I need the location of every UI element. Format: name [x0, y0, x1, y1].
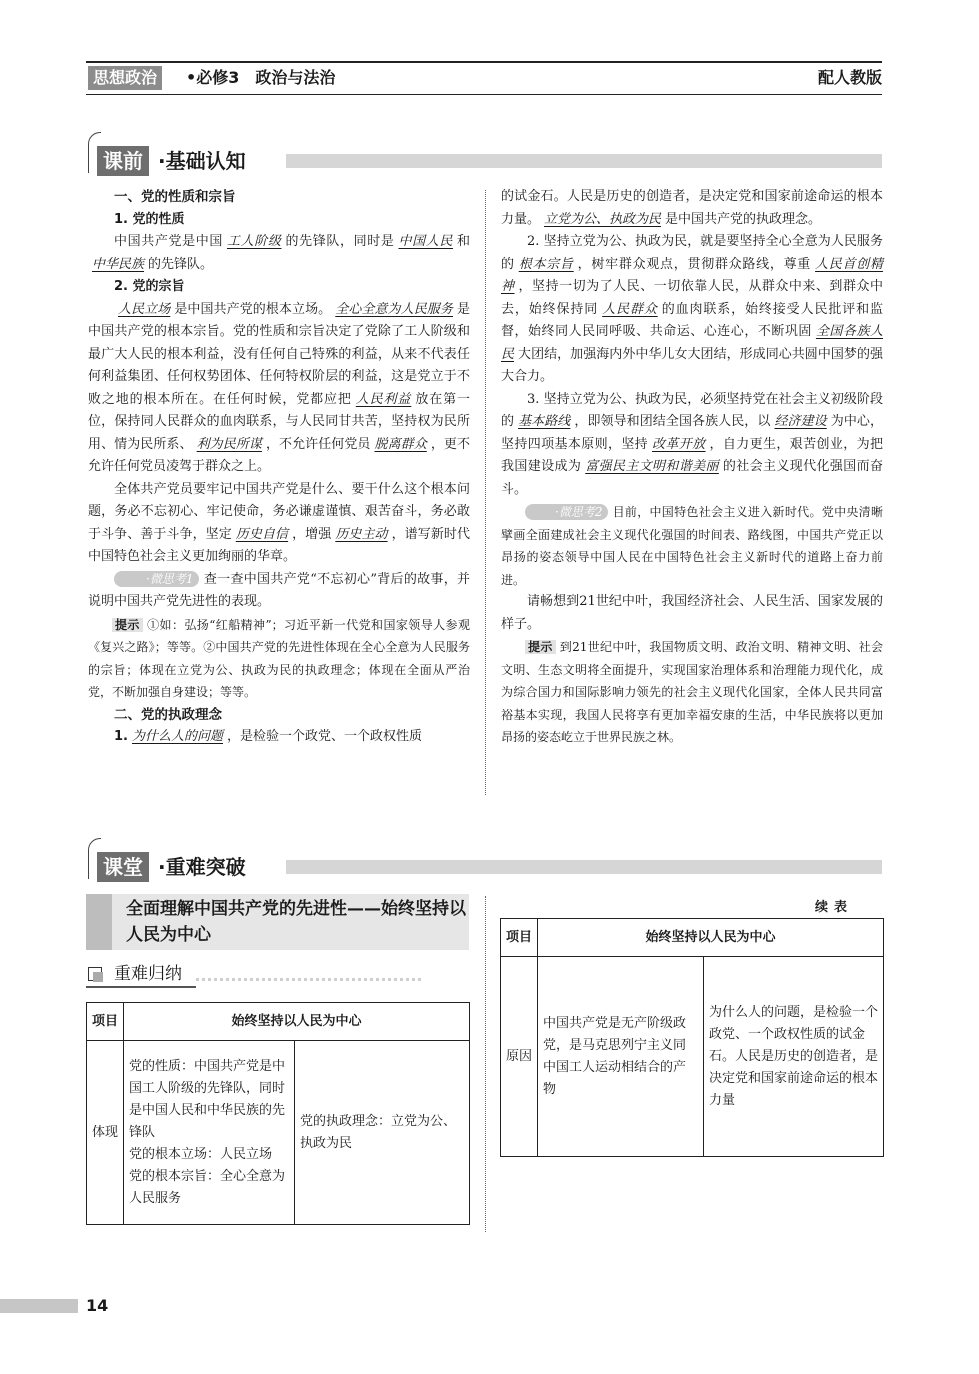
paragraph-governance-3: 3. 坚持立党为公、执政为民，必须坚持党在社会主义初级阶段的 基本路线 ，即领导和团结全国各族人民，以 经济建设 为中心，坚持四项基本原则，坚持 改革开放 ，自力更生，艰苦创业，为把我国建设成为 富强民主文明和谐美丽 的社会主义现代化强国而奋斗。: [501, 391, 883, 497]
topic-title: 全面理解中国共产党的先进性——始终坚持以人民为中心: [126, 899, 466, 945]
answer-blank: 全国各族人民: [501, 324, 883, 362]
table-row-label: 原因: [501, 957, 538, 1157]
answer-blank: 改革开放: [652, 436, 706, 452]
page-number-bar: [0, 1299, 78, 1313]
heading-party-nature: 一、党的性质和宗旨: [114, 189, 236, 205]
focus-square-shadow-icon: [93, 972, 103, 982]
answer-blank: 历史自信: [235, 526, 289, 542]
page-number: 14: [86, 1296, 109, 1315]
question-2: 请畅想到21世纪中叶，我国经济社会、人民生活、国家发展的样子。: [501, 594, 883, 632]
micro-think-2: ·微思考2 目前，中国特色社会主义进入新时代。党中央清晰擘画全面建成社会主义现代化强国的时间表、路线图，中国共产党正以昂扬的姿态领导中国人民在中国特色社会主义新时代的道路上奋力前进。: [501, 505, 883, 587]
subheading-nature: 1. 党的性质: [114, 211, 185, 227]
section2-title: ·重难突破: [158, 855, 246, 879]
answer-blank: 经济建设: [774, 414, 827, 429]
paragraph-nature: 中国共产党是中国 工人阶级 的先锋队，同时是 中国人民 和中华民族 的先锋队。: [88, 231, 470, 276]
focus-underline: [86, 986, 196, 988]
table-header-main: 始终坚持以人民为中心: [124, 1003, 470, 1041]
micro-think-tag: ·微思考2: [525, 504, 608, 520]
answer-blank: 全心全意为人民服务: [335, 301, 453, 317]
column-divider: [485, 896, 486, 1232]
table-cell: 党的执政理念：立党为公、执政为民: [295, 1041, 470, 1225]
section2-box: 课堂: [97, 852, 149, 882]
section1-bar: [286, 154, 882, 168]
micro-think-1: ·微思考1 查一查中国共产党“不忘初心”背后的故事，并说明中国共产党先进性的表现。: [88, 571, 471, 609]
table-cell: 中国共产党是无产阶级政党，是马克思列宁主义同中国工人运动相结合的产物: [538, 957, 704, 1157]
answer-blank: 为什么人的问题: [131, 729, 223, 744]
answer-blank: 利为民所谋: [196, 436, 262, 452]
answer-blank: 人民群众: [602, 301, 658, 317]
answer-blank: 立党为公、执政为民: [544, 211, 662, 227]
hint-2: 提示 到21世纪中叶，我国物质文明、政治文明、精神文明、社会文明、生态文明将全面提升，实现国家治理体系和治理能力现代化，成为综合国力和国际影响力领先的社会主义现代化国家，全体人民共同富裕基本实现，我国人民将享有更加幸福安康的生活，中华民族将以更加昂扬的姿态屹立于世界民族之林。: [501, 640, 883, 744]
edition-label: 配人教版: [817, 68, 882, 87]
answer-blank: 根本宗旨: [518, 256, 574, 272]
section2-bar: [286, 860, 882, 874]
table-cell: 为什么人的问题，是检验一个政党、一个政权性质的试金石。人民是历史的创造者，是决定党和国家前途命运的根本力量: [704, 957, 884, 1157]
answer-blank: 人民利益: [355, 391, 412, 407]
section1-title: ·基础认知: [158, 149, 246, 173]
table-row-label: 体现: [87, 1041, 124, 1225]
paragraph-purpose: 人民立场 是中国共产党的根本立场。 全心全意为人民服务 是中国共产党的根本宗旨。党的性质和宗旨决定了党除了工人阶级和最广大人民的根本利益，没有任何自己特殊的利益，从来不代表任何利益集团、任何权势团体、任何特权阶层的利益，这是党立于不败之地的根本所在。在任何时候，党都应把 人民利益 放在第一位，保持同人民群众的血肉联系，与人民同甘共苦，坚持权为民所用、情为民所系、 利为民所谋 ，不允许任何党员 脱离群众 ，更不允许任何党员凌驾于群众之上。: [88, 301, 470, 474]
subheading-purpose: 2. 党的宗旨: [114, 279, 185, 294]
paragraph-governance-cont: 的试金石。人民是历史的创造者，是决定党和国家前途命运的根本力量。 立党为公、执政为民 是中国共产党的执政理念。: [501, 189, 883, 227]
header-top-rule: [86, 61, 882, 63]
topic-banner-accent: [86, 894, 112, 950]
answer-blank: 中华民族: [92, 256, 145, 272]
paragraph-governance-2: 2. 坚持立党为公、执政为民，就是要坚持全心全意为人民服务的 根本宗旨 ，树牢群众观点，贯彻群众路线，尊重 人民首创精神 ，坚持一切为了人民、一切依靠人民，从群众中来、到群众中去，始终保持同 人民群众 的血肉联系，始终接受人民批评和监督，始终同人民同呼吸、共命运、心连心，不断巩固 全国各族人民 大团结，加强海内外中华儿女大团结，形成同心共圆中国梦的强大合力。: [501, 234, 883, 384]
table-header-item: 项目: [501, 919, 538, 957]
paragraph-members: 全体共产党员要牢记中国共产党是什么、要干什么这个根本问题，务必不忘初心、牢记使命，务必谦虚谨慎、艰苦奋斗，务必敢于斗争、善于斗争，坚定 历史自信 ，增强 历史主动 ，谱写新时代中国特色社会主义更加绚丽的华章。: [88, 481, 470, 564]
hint-label: 提示: [525, 640, 556, 654]
focus-label: 重难归纳: [114, 964, 182, 984]
table-header-main: 始终坚持以人民为中心: [538, 919, 884, 957]
answer-blank: 人民立场: [118, 301, 171, 317]
left-column: [88, 186, 470, 749]
header-bottom-rule: [86, 94, 882, 95]
book-title: •必修3 政治与法治: [186, 68, 336, 87]
answer-blank: 人民首创精神: [501, 256, 883, 294]
answer-blank: 富强民主文明和谐美丽: [585, 459, 719, 474]
paragraph-governance-1: 1. 为什么人的问题 ，是检验一个政党、一个政权性质: [114, 729, 423, 744]
summary-table-continued: [500, 918, 884, 1157]
heading-governance: 二、党的执政理念: [114, 706, 222, 723]
table-header-item: 项目: [87, 1003, 124, 1041]
summary-table: [86, 1002, 470, 1225]
right-column: [501, 186, 883, 749]
answer-blank: 基本路线: [518, 414, 571, 429]
hint-1: 提示 ①如：弘扬“红船精神”；习近平新一代党和国家领导人参观《复兴之路》；等等。②中国共产党的先进性体现在全心全意为人民服务的宗旨；体现在立党为公、执政为民的执政理念；体现在全面从严治党，不断加强自身建设；等等。: [88, 617, 470, 699]
section1-box: 课前: [97, 146, 149, 176]
hint-label: 提示: [112, 618, 143, 632]
answer-blank: 脱离群众: [374, 436, 427, 452]
continued-label: 续表: [814, 900, 853, 915]
answer-blank: 工人阶级: [226, 234, 282, 249]
answer-blank: 历史主动: [335, 526, 388, 542]
table-cell: 党的性质：中国共产党是中国工人阶级的先锋队，同时是中国人民和中华民族的先锋队 党的根本立场：人民立场 党的根本宗旨：全心全意为人民服务: [124, 1041, 295, 1225]
micro-think-tag: ·微思考1: [114, 571, 199, 587]
column-divider: [485, 190, 486, 795]
focus-dotted-rule: [196, 978, 421, 981]
answer-blank: 中国人民: [398, 234, 453, 249]
subject-badge: 思想政治: [88, 66, 162, 90]
